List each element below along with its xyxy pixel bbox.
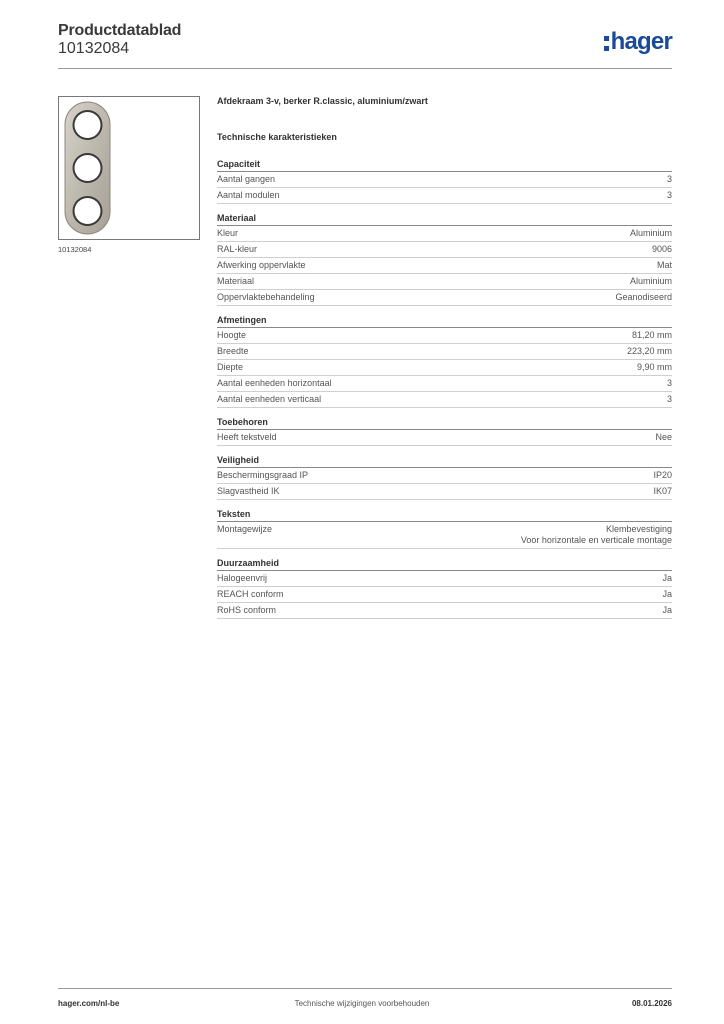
spec-value-line: Klembevestiging (605, 524, 672, 534)
section-title: Teksten (217, 509, 672, 522)
logo-dots-icon (604, 36, 609, 51)
spec-sections (217, 159, 672, 619)
logo-text: hager (610, 28, 672, 55)
spec-label: REACH conform (217, 589, 284, 599)
spec-value (655, 432, 672, 443)
spec-value (632, 330, 672, 341)
spec-value-line: 9,90 mm (636, 362, 672, 372)
spec-value (652, 244, 672, 255)
section-title: Toebehoren (217, 417, 672, 430)
spec-value (627, 346, 672, 357)
spec-row (217, 392, 672, 408)
spec-label: Montagewijze (217, 524, 273, 534)
section-title: Duurzaamheid (217, 558, 672, 571)
spec-row (217, 274, 672, 290)
spec-value-line: 9006 (651, 244, 672, 254)
spec-section (217, 159, 672, 204)
spec-label: Halogeenvrij (217, 573, 268, 583)
spec-value (521, 524, 672, 546)
spec-row (217, 242, 672, 258)
spec-value (653, 486, 672, 497)
spec-value (662, 573, 672, 584)
spec-value (667, 174, 672, 185)
spec-value-line: 81,20 mm (631, 330, 672, 340)
spec-label: Heeft tekstveld (217, 432, 277, 442)
spec-row (217, 430, 672, 446)
spec-content (217, 96, 672, 628)
spec-value-line: IP20 (653, 470, 672, 480)
footer-website-link[interactable]: hager.com/nl-be (58, 999, 120, 1008)
spec-label: Afwerking oppervlakte (217, 260, 306, 270)
spec-label: Aantal eenheden horizontaal (217, 378, 332, 388)
spec-label: RAL-kleur (217, 244, 258, 254)
product-code: 10132084 (58, 40, 130, 57)
spec-row (217, 468, 672, 484)
spec-label: Oppervlaktebehandeling (217, 292, 315, 302)
spec-value-line: IK07 (653, 486, 672, 496)
footer-disclaimer: Technische wijzigingen voorbehouden (294, 999, 430, 1008)
spec-value (657, 260, 672, 271)
main-section-heading: Technische karakteristieken (217, 132, 337, 142)
spec-value-line: Aluminium (629, 276, 672, 286)
spec-section (217, 315, 672, 408)
spec-row (217, 376, 672, 392)
spec-section (217, 509, 672, 549)
spec-value (630, 228, 672, 239)
spec-section (217, 417, 672, 446)
spec-value-line: Ja (662, 589, 672, 599)
spec-row (217, 328, 672, 344)
spec-value (653, 470, 672, 481)
spec-value-line: 3 (666, 174, 672, 184)
spec-row (217, 226, 672, 242)
product-image (58, 96, 200, 240)
spec-value-line: Nee (655, 432, 672, 442)
spec-value-line: Aluminium (629, 228, 672, 238)
spec-value (637, 362, 672, 373)
hager-logo (604, 28, 672, 56)
spec-row (217, 344, 672, 360)
header-divider (58, 68, 672, 69)
spec-label: Diepte (217, 362, 244, 372)
section-title: Capaciteit (217, 159, 672, 172)
section-title: Materiaal (217, 213, 672, 226)
spec-row (217, 360, 672, 376)
spec-value-line: Geanodiseerd (615, 292, 672, 302)
spec-value (615, 292, 672, 303)
spec-row (217, 188, 672, 204)
footer-date: 08.01.2026 (631, 999, 672, 1008)
section-title: Veiligheid (217, 455, 672, 468)
spec-value (667, 378, 672, 389)
spec-label: Materiaal (217, 276, 255, 286)
spec-value (662, 605, 672, 616)
spec-row (217, 603, 672, 619)
section-title: Afmetingen (217, 315, 672, 328)
spec-value-line: 3 (666, 394, 672, 404)
triple-frame-icon (59, 97, 199, 239)
spec-label: Aantal modulen (217, 190, 280, 200)
page-title: Productdatablad (58, 22, 182, 39)
spec-section (217, 558, 672, 619)
spec-section (217, 455, 672, 500)
spec-section (217, 213, 672, 306)
spec-label: Hoogte (217, 330, 247, 340)
spec-label: Aantal gangen (217, 174, 276, 184)
spec-value-line: Ja (662, 605, 672, 615)
spec-value (630, 276, 672, 287)
product-title: Afdekraam 3-v, berker R.classic, aluminium/zwart (217, 96, 428, 106)
spec-label: RoHS conform (217, 605, 277, 615)
spec-row (217, 172, 672, 188)
spec-label: Kleur (217, 228, 239, 238)
spec-value-line: Mat (656, 260, 672, 270)
image-caption: 10132084 (58, 245, 92, 254)
spec-value-line: 3 (666, 190, 672, 200)
spec-row (217, 290, 672, 306)
spec-value-line: 223,20 mm (626, 346, 672, 356)
spec-value-line: Voor horizontale en verticale montage (520, 535, 672, 545)
spec-value-line: 3 (666, 378, 672, 388)
spec-row (217, 587, 672, 603)
spec-value-line: Ja (662, 573, 672, 583)
spec-row (217, 571, 672, 587)
spec-label: Slagvastheid IK (217, 486, 280, 496)
spec-row (217, 484, 672, 500)
spec-label: Breedte (217, 346, 249, 356)
spec-value (667, 190, 672, 201)
spec-value (667, 394, 672, 405)
spec-row (217, 522, 672, 549)
spec-label: Aantal eenheden verticaal (217, 394, 322, 404)
spec-row (217, 258, 672, 274)
footer-divider (58, 988, 672, 989)
spec-value (662, 589, 672, 600)
spec-label: Beschermingsgraad IP (217, 470, 309, 480)
